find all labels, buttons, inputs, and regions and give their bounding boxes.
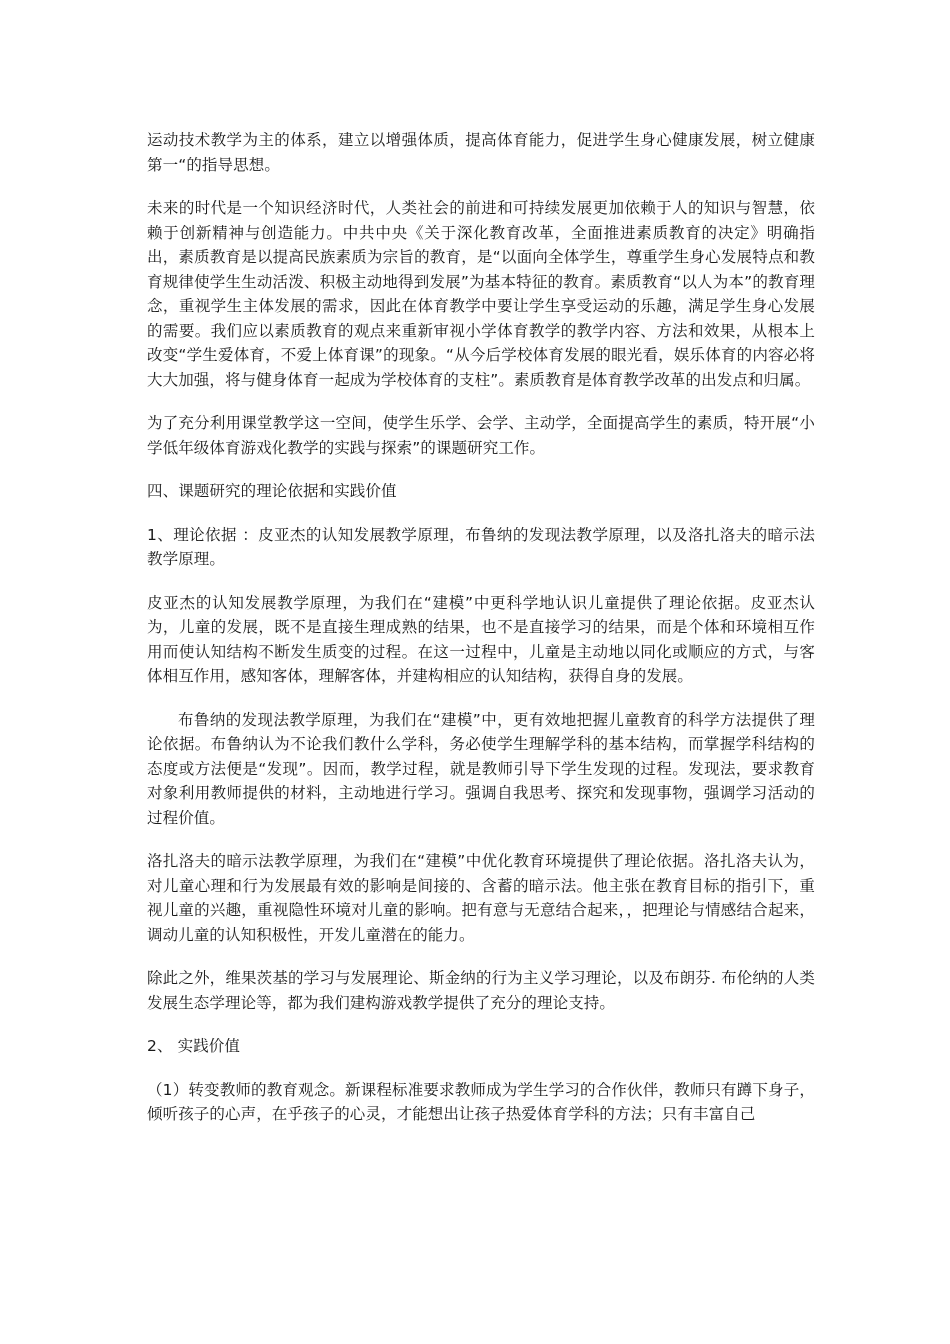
paragraph-research-purpose: 为了充分利用课堂教学这一空间，使学生乐学、会学、主动学，全面提高学生的素质，特开展“小学低年级体育游戏化教学的实践与探索”的课题研究工作。 [147,414,815,457]
paragraph-bruner: 布鲁纳的发现法教学原理，为我们在“建模”中，更有效地把握儿童教育的科学方法提供了理论依据。布鲁纳认为不论我们教什么学科，务必使学生理解学科的基本结构，而掌握学科结构的态度或方法便是“发现”。因而，教学过程，就是教师引导下学生发现的过程。发现法，要求教育对象利用教师提供的材料，主动地进行学习。强调自我思考、探究和发现事物，强调学习活动的过程价值。 [147,710,815,827]
paragraph-other-theories: 除此之外，维果茨基的学习与发展理论、斯金纳的行为主义学习理论，以及布朗芬. 布伦纳的人类发展生态学理论等，都为我们建构游戏教学提供了充分的理论支持。 [147,969,815,1012]
section-heading-theory-and-value: 四、课题研究的理论依据和实践价值 [147,482,397,500]
paragraph-piaget: 皮亚杰的认知发展教学原理，为我们在“建模”中更科学地认识儿童提供了理论依据。皮亚杰认为，儿童的发展，既不是直接生理成熟的结果，也不是直接学习的结果，而是个体和环境相互作用而使认知结构不断发生质变的过程。在这一过程中，儿童是主动地以同化或顺应的方式，与客体相互作用，感知客体，理解客体，并建构相应的认知结构，获得自身的发展。 [147,593,815,685]
paragraph-lozanov: 洛扎洛夫的暗示法教学原理，为我们在“建模”中优化教育环境提供了理论依据。洛扎洛夫认为，对儿童心理和行为发展最有效的影响是间接的、含蓄的暗示法。他主张在教育目标的指引下，重视儿童的兴趣，重视隐性环境对儿童的影响。把有意与无意结合起来，，把理论与情感结合起来，调动儿童的认知积极性，开发儿童潜在的能力。 [147,852,815,944]
paragraph-intro-continuation: 运动技术教学为主的体系，建立以增强体质，提高体育能力，促进学生身心健康发展，树立健康第一“的指导思想。 [147,131,815,174]
paragraph-knowledge-economy: 未来的时代是一个知识经济时代，人类社会的前进和可持续发展更加依赖于人的知识与智慧，依赖于创新精神与创造能力。中共中央《关于深化教育改革，全面推进素质教育的决定》明确指出，素质教育是以提高民族素质为宗旨的教育，是“以面向全体学生，尊重学生身心发展特点和教育规律使学生生动活泼、积极主动地得到发展”为基本特征的教育。素质教育“以人为本”的教育理念，重视学生主体发展的需求，因此在体育教学中要让学生享受运动的乐趣，满足学生身心发展的需要。我们应以素质教育的观点来重新审视小学体育教学的教学内容、方法和效果，从根本上改变“学生爱体育，不爱上体育课”的现象。“从今后学校体育发展的眼光看，娱乐体育的内容必将大大加强，将与健身体育一起成为学校体育的支柱”。素质教育是体育教学改革的出发点和归属。 [147,199,815,389]
subheading-practical-value: 2、 实践价值 [147,1037,240,1055]
paragraph-theory-basis: 1、理论依据 ：皮亚杰的认知发展教学原理，布鲁纳的发现法教学原理，以及洛扎洛夫的暗示法教学原理。 [147,525,815,568]
paragraph-teacher-concept: （1）转变教师的教育观念。新课程标准要求教师成为学生学习的合作伙伴，教师只有蹲下身子，倾听孩子的心声，在乎孩子的心灵，才能想出让孩子热爱体育学科的方法；只有丰富自己 [147,1080,815,1123]
document-body [147,128,815,1146]
